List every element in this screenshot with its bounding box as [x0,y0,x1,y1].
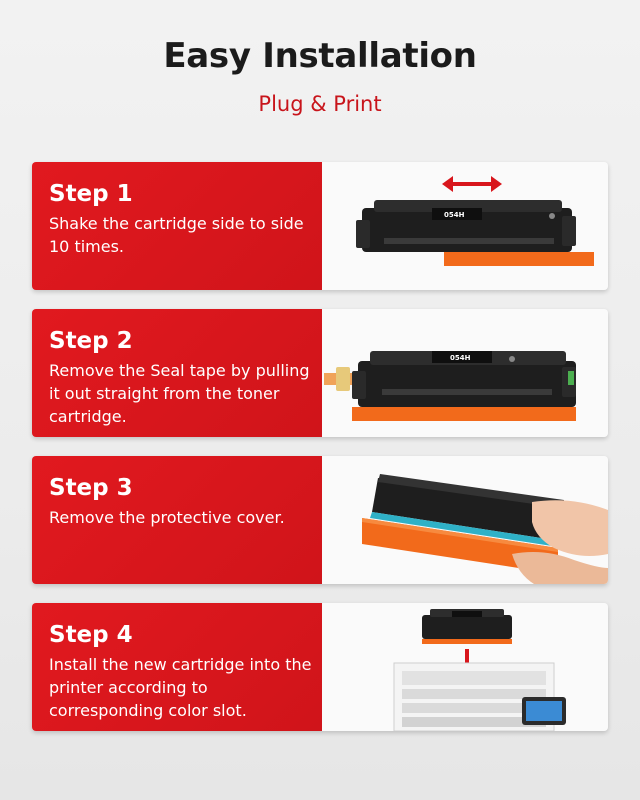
seal-tape-illustration [322,309,608,437]
step-text-panel [32,309,322,437]
install-printer-illustration [322,603,608,731]
step-description: Remove the protective cover. [49,508,285,527]
cartridge-label: 054H [450,354,471,362]
step-image-panel [322,456,608,584]
step-text-panel [32,162,322,290]
cartridge-label: 054H [444,211,465,219]
step-title: Step 4 [49,622,133,648]
printer-image [394,663,566,731]
step-title: Step 1 [49,181,133,207]
step-card-3 [32,456,608,584]
step-image-panel [322,603,608,731]
step-card-1 [32,162,608,290]
cartridge-image [422,609,512,644]
step-title: Step 3 [49,475,133,501]
step-card-4 [32,603,608,731]
step-text-panel [32,603,322,731]
double-arrow-icon [442,176,502,192]
protective-cover-illustration [322,456,608,584]
step-image-panel [322,162,608,290]
page-title: Easy Installation [163,36,477,76]
step-description: Shake the cartridge side to side 10 times. [49,214,304,256]
step-description: Remove the Seal tape by pulling it out straight from the toner cartridge. [49,361,310,426]
step-image-panel [322,309,608,437]
step-card-2 [32,309,608,437]
step-title: Step 2 [49,328,133,354]
step-description: Install the new cartridge into the printer according to corresponding color slot. [49,655,312,720]
shaking-cartridge-illustration [322,162,608,290]
cartridge-image [356,200,594,266]
cartridge-image [352,351,576,421]
step-text-panel [32,456,322,584]
page-subtitle: Plug & Print [258,92,382,116]
